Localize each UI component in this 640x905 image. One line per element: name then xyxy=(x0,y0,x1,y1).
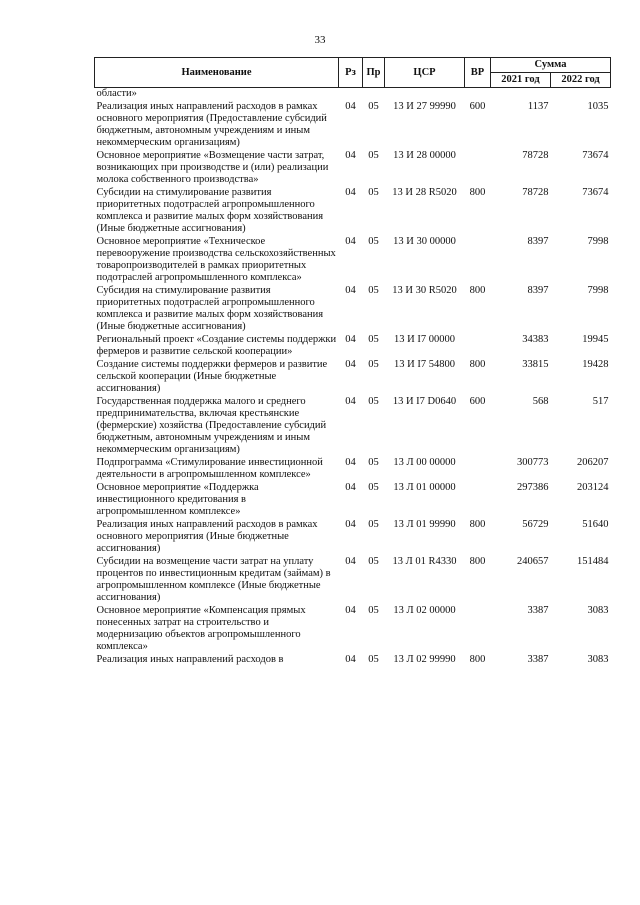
cell-name: Государственная поддержка малого и среднего предпринимательства, включая крестьянские (фермерские) хозяйства (Предоставление субсидий бюджетным, автономным учреждениям и иным некоммерческим организациям) xyxy=(96,396,327,455)
cell-rz: 04 xyxy=(345,150,356,161)
cell-vr: 800 xyxy=(469,187,486,198)
table-body xyxy=(95,88,611,668)
cell-vr xyxy=(465,334,491,359)
cell-y2022: 3083 xyxy=(587,654,609,665)
cell-y2021: 33815 xyxy=(522,359,549,370)
cell-y2022: 51640 xyxy=(582,519,609,530)
table-row xyxy=(95,457,611,482)
header-sum: Сумма xyxy=(491,58,611,73)
page-number: 33 xyxy=(314,34,326,46)
cell-vr: 800 xyxy=(469,654,486,665)
cell-csr: 13 Л 01 99990 xyxy=(393,519,456,530)
cell-pr: 05 xyxy=(368,285,379,296)
cell-rz: 04 xyxy=(345,605,356,616)
cell-y2022 xyxy=(551,88,611,102)
cell-vr xyxy=(465,88,491,102)
cell-y2022: 206207 xyxy=(577,457,609,468)
header-2021: 2021 год xyxy=(491,73,551,88)
cell-rz: 04 xyxy=(345,654,356,665)
cell-vr xyxy=(465,457,491,482)
cell-y2022: 73674 xyxy=(582,187,609,198)
cell-pr: 05 xyxy=(368,187,379,198)
table-row xyxy=(95,187,611,236)
cell-name: Субсидии на возмещение части затрат на уплату процентов по инвестиционным кредитам (займам) в агропромышленном комплексе (Иные бюджетные ассигнования) xyxy=(96,556,331,603)
cell-y2022: 203124 xyxy=(577,482,609,493)
cell-csr: 13 Л 01 R4330 xyxy=(392,556,457,567)
cell-pr: 05 xyxy=(368,457,379,468)
cell-rz: 04 xyxy=(345,396,356,407)
cell-vr: 600 xyxy=(469,396,486,407)
cell-y2022: 19428 xyxy=(582,359,609,370)
cell-name: Основное мероприятие «Техническое перевооружение производства сельскохозяйственных товаропроизводителей в рамках приоритетных подотраслей агропромышленного комплекса» xyxy=(96,236,336,283)
cell-y2021: 297386 xyxy=(517,482,549,493)
table-row xyxy=(95,101,611,150)
header-name: Наименование xyxy=(95,58,339,88)
table-row xyxy=(95,482,611,519)
cell-name: Создание системы поддержки фермеров и развитие сельской кооперации (Иные бюджетные ассигнования) xyxy=(96,359,328,394)
cell-name: Реализация иных направлений расходов в рамках основного мероприятия (Предоставление субсидий бюджетным, автономным учреждениям и иным некоммерческим организациям) xyxy=(96,101,327,148)
cell-y2022: 3083 xyxy=(587,605,609,616)
cell-csr: 13 И I7 D0640 xyxy=(392,396,457,407)
cell-csr: 13 И 27 99990 xyxy=(393,101,456,112)
cell-y2022: 1035 xyxy=(587,101,609,112)
cell-csr: 13 Л 02 99990 xyxy=(393,654,456,665)
cell-rz: 04 xyxy=(345,334,356,345)
cell-y2021: 8397 xyxy=(527,285,549,296)
cell-pr: 05 xyxy=(368,482,379,493)
cell-pr: 05 xyxy=(368,519,379,530)
cell-name: Субсидии на стимулирование развития приоритетных подотраслей агропромышленного комплекса и развитие малых форм хозяйствования (Иные бюджетные ассигнования) xyxy=(96,187,324,234)
cell-name: Субсидия на стимулирование развития приоритетных подотраслей агропромышленного комплекса и развитие малых форм хозяйствования (Иные бюджетные ассигнования) xyxy=(96,285,324,332)
cell-rz: 04 xyxy=(345,187,356,198)
table-row xyxy=(95,556,611,605)
cell-y2021: 78728 xyxy=(522,150,549,161)
cell-y2021: 1137 xyxy=(527,101,549,112)
cell-vr xyxy=(465,482,491,519)
cell-vr xyxy=(465,605,491,654)
cell-pr: 05 xyxy=(368,101,379,112)
cell-rz: 04 xyxy=(345,556,356,567)
table-row xyxy=(95,150,611,187)
cell-csr: 13 Л 01 00000 xyxy=(393,482,456,493)
cell-csr: 13 Л 00 00000 xyxy=(393,457,456,468)
cell-vr: 800 xyxy=(469,519,486,530)
cell-name: Подпрограмма «Стимулирование инвестиционной деятельности в агропромышленном комплексе» xyxy=(96,457,323,480)
cell-csr: 13 И 28 R5020 xyxy=(392,187,457,198)
cell-csr xyxy=(385,88,465,102)
cell-name: Основное мероприятие «Поддержка инвестиционного кредитования в агропромышленном комплексе» xyxy=(96,482,259,517)
cell-vr: 600 xyxy=(469,101,486,112)
cell-pr: 05 xyxy=(368,150,379,161)
cell-rz xyxy=(339,88,363,102)
cell-y2021: 78728 xyxy=(522,187,549,198)
cell-pr: 05 xyxy=(368,654,379,665)
cell-pr: 05 xyxy=(368,556,379,567)
cell-pr: 05 xyxy=(368,605,379,616)
cell-pr: 05 xyxy=(368,396,379,407)
cell-y2021: 8397 xyxy=(527,236,549,247)
cell-y2021: 568 xyxy=(532,396,549,407)
table-row xyxy=(95,285,611,334)
cell-y2022: 7998 xyxy=(587,236,609,247)
cell-csr: 13 И I7 00000 xyxy=(394,334,455,345)
cell-rz: 04 xyxy=(345,285,356,296)
cell-rz: 04 xyxy=(345,482,356,493)
cell-y2021: 3387 xyxy=(527,605,549,616)
header-pr: Пр xyxy=(363,58,385,88)
cell-pr: 05 xyxy=(368,359,379,370)
cell-y2022: 151484 xyxy=(577,556,609,567)
cell-vr xyxy=(465,236,491,285)
table-row xyxy=(95,334,611,359)
cell-rz: 04 xyxy=(345,236,356,247)
table-row xyxy=(95,88,611,102)
cell-name: области» xyxy=(96,88,137,99)
cell-y2021: 34383 xyxy=(522,334,549,345)
table-row xyxy=(95,605,611,654)
budget-table xyxy=(94,57,611,667)
cell-y2021: 240657 xyxy=(517,556,549,567)
cell-vr: 800 xyxy=(469,556,486,567)
cell-csr: 13 И 30 R5020 xyxy=(392,285,457,296)
cell-pr: 05 xyxy=(368,334,379,345)
table-header xyxy=(95,58,611,88)
header-vr: ВР xyxy=(465,58,491,88)
cell-name: Реализация иных направлений расходов в рамках основного мероприятия (Иные бюджетные ассигнования) xyxy=(96,519,318,554)
cell-csr: 13 И 28 00000 xyxy=(393,150,456,161)
cell-rz: 04 xyxy=(345,519,356,530)
header-2022: 2022 год xyxy=(551,73,611,88)
table-row xyxy=(95,359,611,396)
cell-csr: 13 И 30 00000 xyxy=(393,236,456,247)
cell-name: Основное мероприятие «Возмещение части затрат, возникающих при производстве и (или) реализации молока собственного производства» xyxy=(96,150,329,185)
cell-y2022: 517 xyxy=(592,396,609,407)
table-row xyxy=(95,519,611,556)
header-rz: Рз xyxy=(339,58,363,88)
header-csr: ЦСР xyxy=(385,58,465,88)
cell-name: Основное мероприятие «Компенсация прямых понесенных затрат на строительство и модернизацию объектов агропромышленного комплекса» xyxy=(96,605,306,652)
cell-pr: 05 xyxy=(368,236,379,247)
cell-y2021: 56729 xyxy=(522,519,549,530)
cell-name: Реализация иных направлений расходов в xyxy=(96,654,284,665)
cell-name: Региональный проект «Создание системы поддержки фермеров и развитие сельской кооперации» xyxy=(96,334,337,357)
cell-y2021: 300773 xyxy=(517,457,549,468)
cell-y2021 xyxy=(491,88,551,102)
cell-vr: 800 xyxy=(469,285,486,296)
cell-pr xyxy=(363,88,385,102)
table-row xyxy=(95,654,611,667)
cell-vr xyxy=(465,150,491,187)
cell-rz: 04 xyxy=(345,101,356,112)
cell-rz: 04 xyxy=(345,359,356,370)
cell-rz: 04 xyxy=(345,457,356,468)
cell-vr: 800 xyxy=(469,359,486,370)
cell-y2021: 3387 xyxy=(527,654,549,665)
table-row xyxy=(95,236,611,285)
table-row xyxy=(95,396,611,457)
cell-y2022: 7998 xyxy=(587,285,609,296)
cell-y2022: 73674 xyxy=(582,150,609,161)
cell-y2022: 19945 xyxy=(582,334,609,345)
cell-csr: 13 Л 02 00000 xyxy=(393,605,456,616)
cell-csr: 13 И I7 54800 xyxy=(394,359,455,370)
